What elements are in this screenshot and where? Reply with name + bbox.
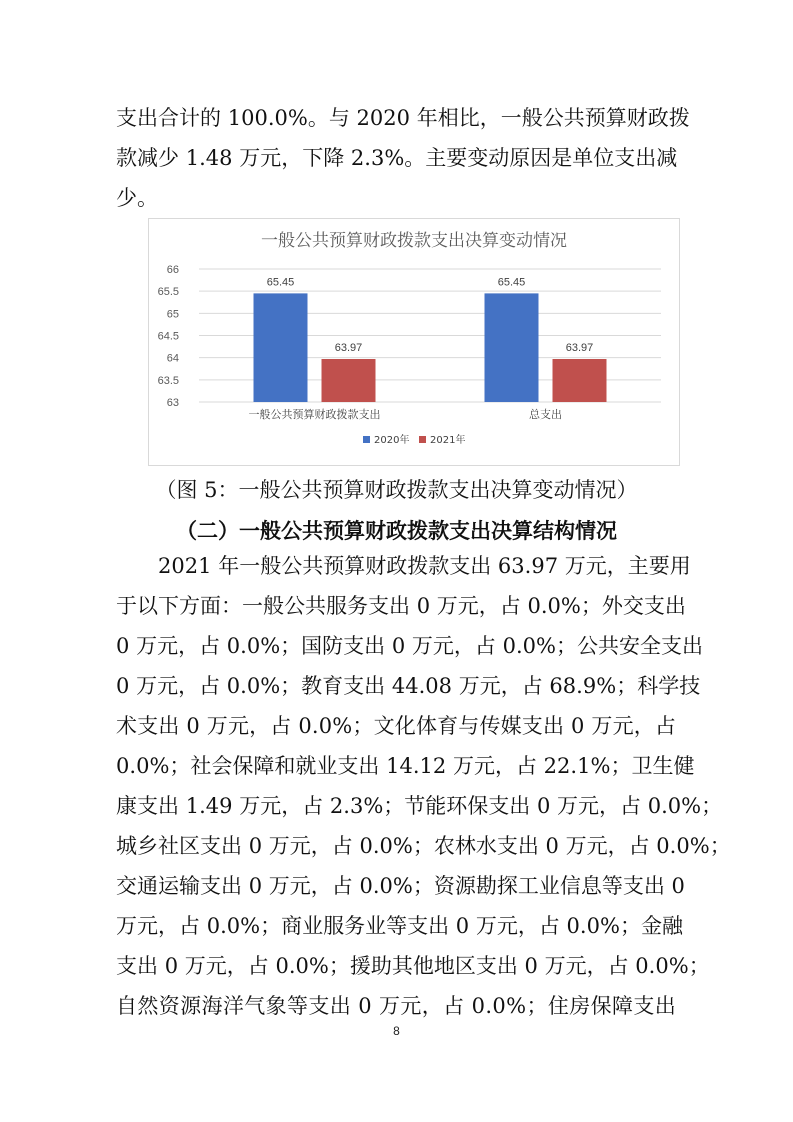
text-line: 于 以 下 方 面 ： 一 般 公 共 服 务 支 出 0 万 元 ， 占 0 . 0 % ； 外 交 支 出: [116, 594, 686, 618]
text-line: 交 通 运 输 支 出 0 万 元 ， 占 0 . 0 % ； 资 源 勘 探 工 业 信 息 等 支 出 0: [116, 874, 685, 898]
text-line: 款 减 少 1 . 4 8 万 元 ， 下 降 2 . 3 % 。 主 要 变 动 原 因 是 单 位 支 出 减: [116, 146, 678, 170]
bar: [485, 293, 539, 402]
data-label: 63.97: [334, 341, 363, 354]
page-number: 8: [393, 1024, 400, 1038]
text-line: 2 0 2 1 年 一 般 公 共 预 算 财 政 拨 款 支 出 6 3 . 9 7 万 元 ， 主 要 用: [158, 554, 691, 578]
bar-chart: [148, 218, 680, 466]
text-line: 城 乡 社 区 支 出 0 万 元 ， 占 0 . 0 % ； 农 林 水 支 出 0 万 元 ， 占 0 . 0 % ；: [116, 834, 731, 858]
text-line: 支 出 合 计 的 1 0 0 . 0 % 。 与 2 0 2 0 年 相 比 ， 一 般 公 共 预 算 财 政 拨: [116, 106, 690, 130]
y-tick-label: 63.5: [157, 374, 179, 387]
text-line: 万 元 ， 占 0 . 0 % ； 商 业 服 务 业 等 支 出 0 万 元 ， 占 0 . 0 % ； 金 融: [116, 914, 683, 938]
y-tick-label: 66: [166, 264, 179, 276]
y-tick-label: 65: [166, 308, 179, 321]
y-tick-label: 63: [166, 397, 179, 409]
text-line: 0 . 0 % ； 社 会 保 障 和 就 业 支 出 1 4 . 1 2 万 元 ， 占 2 2 . 1 % ； 卫 生 健: [116, 754, 695, 778]
data-label: 65.45: [497, 276, 526, 289]
bar: [322, 359, 376, 402]
text-line: 术 支 出 0 万 元 ， 占 0 . 0 % ； 文 化 体 育 与 传 媒 支 出 0 万 元 ， 占: [116, 714, 676, 738]
text-line: 支 出 0 万 元 ， 占 0 . 0 % ； 援 助 其 他 地 区 支 出 0 万 元 ， 占 0 . 0 % ；: [116, 954, 710, 978]
text-line: 少。: [116, 186, 158, 210]
figure-caption: （图 5：一般公共预算财政拨款支出决算变动情况）: [155, 478, 638, 502]
section-heading: （二）一般公共预算财政拨款支出决算结构情况: [176, 518, 617, 543]
text-line: 0 万 元 ， 占 0 . 0 % ； 教 育 支 出 4 4 . 0 8 万 元 ， 占 6 8 . 9 % ； 科 学 技: [116, 674, 701, 698]
paragraph-structure: [116, 546, 731, 1026]
legend-label: 2020年: [374, 435, 410, 446]
legend-label: 2021年: [430, 435, 466, 446]
y-tick-label: 65.5: [157, 286, 179, 299]
bar: [254, 293, 308, 402]
x-tick-label: 总支出: [529, 408, 562, 421]
paragraph-continued: [116, 98, 690, 218]
data-label: 65.45: [266, 276, 295, 289]
bar: [553, 359, 607, 402]
legend-swatch: [363, 436, 370, 443]
x-tick-label: 一般公共预算财政拨款支出: [248, 408, 381, 421]
text-line: 康 支 出 1 . 4 9 万 元 ， 占 2 . 3 % ； 节 能 环 保 支 出 0 万 元 ， 占 0 . 0 % ；: [116, 794, 723, 818]
text-line: 0 万 元 ， 占 0 . 0 % ； 国 防 支 出 0 万 元 ， 占 0 . 0 % ； 公 共 安 全 支 出: [116, 634, 703, 658]
chart-title: 一般公共预算财政拨款支出决算变动情况: [261, 231, 567, 251]
y-tick-label: 64.5: [157, 330, 179, 343]
legend-swatch: [419, 436, 426, 443]
text-line: 自 然 资 源 海 洋 气 象 等 支 出 0 万 元 ， 占 0 . 0 % ； 住 房 保 障 支 出: [116, 994, 676, 1018]
y-tick-label: 64: [166, 352, 179, 365]
data-label: 63.97: [565, 341, 594, 354]
